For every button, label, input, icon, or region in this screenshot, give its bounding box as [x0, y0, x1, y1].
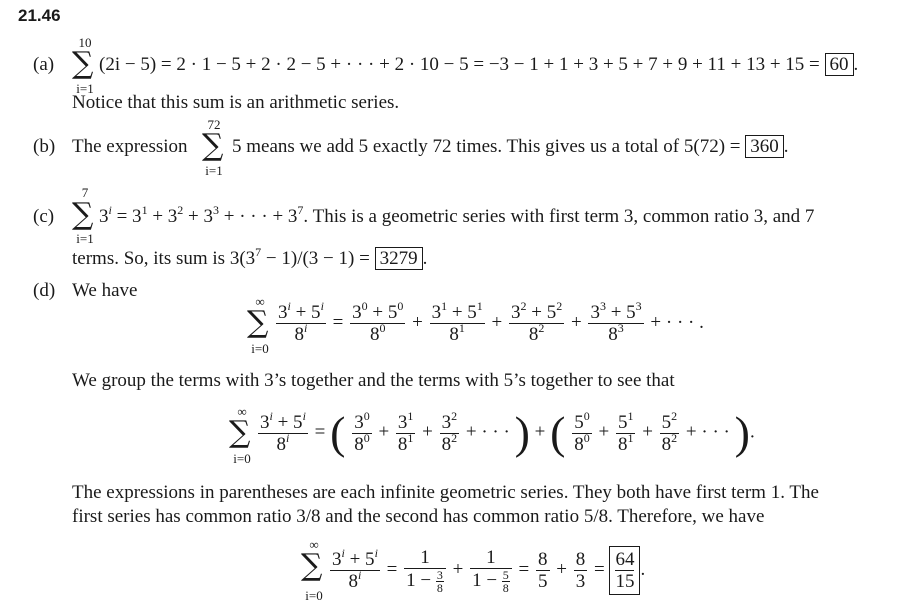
part-a-sum-lower: i=1	[76, 81, 94, 96]
part-d-eq3-sum-lower: i=0	[305, 588, 323, 603]
part-d-intro: We have	[72, 280, 138, 301]
part-a-equation: (2i − 5) = 2 · 1 − 5 + 2 · 2 − 5 + · · · + 2 · 10 − 5 = −3 − 1 + 1 + 3 + 5 + 7 + 9 + 11 + 13 + 15 = 60 .	[99, 54, 859, 75]
part-c-answer-box: 3279	[375, 247, 423, 270]
part-b-sigma: ∑	[202, 128, 224, 163]
part-a-answer-box: 60	[825, 53, 854, 76]
part-c-sum-upper: 7	[81, 185, 89, 200]
part-b-sum-upper: 72	[207, 117, 221, 132]
part-c-label: (c)	[33, 206, 55, 227]
part-d-eq1-sum-lower: i=0	[251, 341, 269, 356]
part-c-line2: terms. So, its sum is $3(3^7 - 1)/(3 - 1) = 3279$ .	[72, 245, 428, 269]
problem-number: 21.46	[18, 6, 61, 25]
part-c-line1: $3^i = 3^1 + 3^2 + 3^3$ + · · · + $3^7$. This is a geometric series with first term 3, common ratio 3, and 7	[99, 203, 815, 227]
part-d-eq3-sum-upper: ∞	[309, 537, 319, 552]
part-d-eq3-sigma: ∑	[301, 548, 323, 583]
part-b-equation: 5 means we add 5 exactly 72 times. This gives us a total of 5(72) = 360 .	[232, 136, 789, 157]
part-d-answer-box: $\frac{64}{15}$	[609, 546, 640, 595]
part-a-expression: (2i − 5) = 2 · 1 − 5 + 2 · 2 − 5 + · · · + 2 · 10 − 5 = −3 − 1 + 1 + 3 + 5 + 7 + 9 + 11 + 13 + 15 =	[99, 54, 825, 75]
part-d-eq3: $\frac{3^i + 5^i}{8^i}$ = 1 1 − $\frac{3}{8}$ + 1 1 − $\frac{5}{8}$ = $\frac{8}{5}$ + $\frac{8}{3}$ = $\frac{64}{15}$ .	[332, 546, 646, 595]
part-d-eq1-sigma: ∑	[247, 305, 269, 340]
part-a-sigma: ∑	[72, 46, 94, 81]
part-d-group-text: We group the terms with 3’s together and the terms with 5’s together to see that	[72, 370, 675, 391]
part-d-eq2: $\frac{3^i + 5^i}{8^i}$ = ( $\frac{3^0}{8^0}$ + $\frac{3^1}{8^1}$ + $\frac{3^2}{8^2}$ + · · · ) + ( $\frac{5^0}{8^0}$ + $\frac{5^1}{8^1}$ + $\frac{5^2}{8^2}$ + · · · ).	[260, 407, 755, 458]
part-b-text-after: 5 means we add 5 exactly 72 times. This gives us a total of 5(72) =	[232, 136, 746, 157]
part-d-eq2-sigma: ∑	[229, 415, 251, 450]
part-c-sum-lower: i=1	[76, 231, 94, 246]
part-c-sigma: ∑	[72, 197, 94, 232]
part-d-eq2-sum-upper: ∞	[237, 404, 247, 419]
part-b-sum-lower: i=1	[205, 163, 223, 178]
part-c-line1-text: This is a geometric series with first term 3, common ratio 3, and 7	[312, 206, 815, 227]
part-a-sum-upper: 10	[78, 35, 92, 50]
part-a-note: Notice that this sum is an arithmetic series.	[72, 92, 400, 113]
part-d-eq2-sum-lower: i=0	[233, 451, 251, 466]
part-b-answer-box: 360	[745, 135, 784, 158]
part-d-eq1-sum-upper: ∞	[255, 294, 265, 309]
part-d-eq1: $\frac{3^i + 5^i}{8^i}$ = $\frac{3^0 + 5^0}{8^0}$ + $\frac{3^1 + 5^1}{8^1}$ + $\frac{3^2 + 5^2}{8^2}$ + $\frac{3^3 + 5^3}{8^3}$ + · · · .	[278, 299, 704, 345]
part-d-label: (d)	[33, 280, 56, 301]
part-d-para-line1: The expressions in parentheses are each infinite geometric series. They both have first term 1. The	[72, 482, 819, 503]
part-a-label: (a)	[33, 54, 55, 75]
part-b-label: (b)	[33, 136, 56, 157]
part-d-para-line2: first series has common ratio 3/8 and the second has common ratio 5/8. Therefore, we have	[72, 506, 765, 527]
part-b-text-before: The expression	[72, 136, 188, 157]
